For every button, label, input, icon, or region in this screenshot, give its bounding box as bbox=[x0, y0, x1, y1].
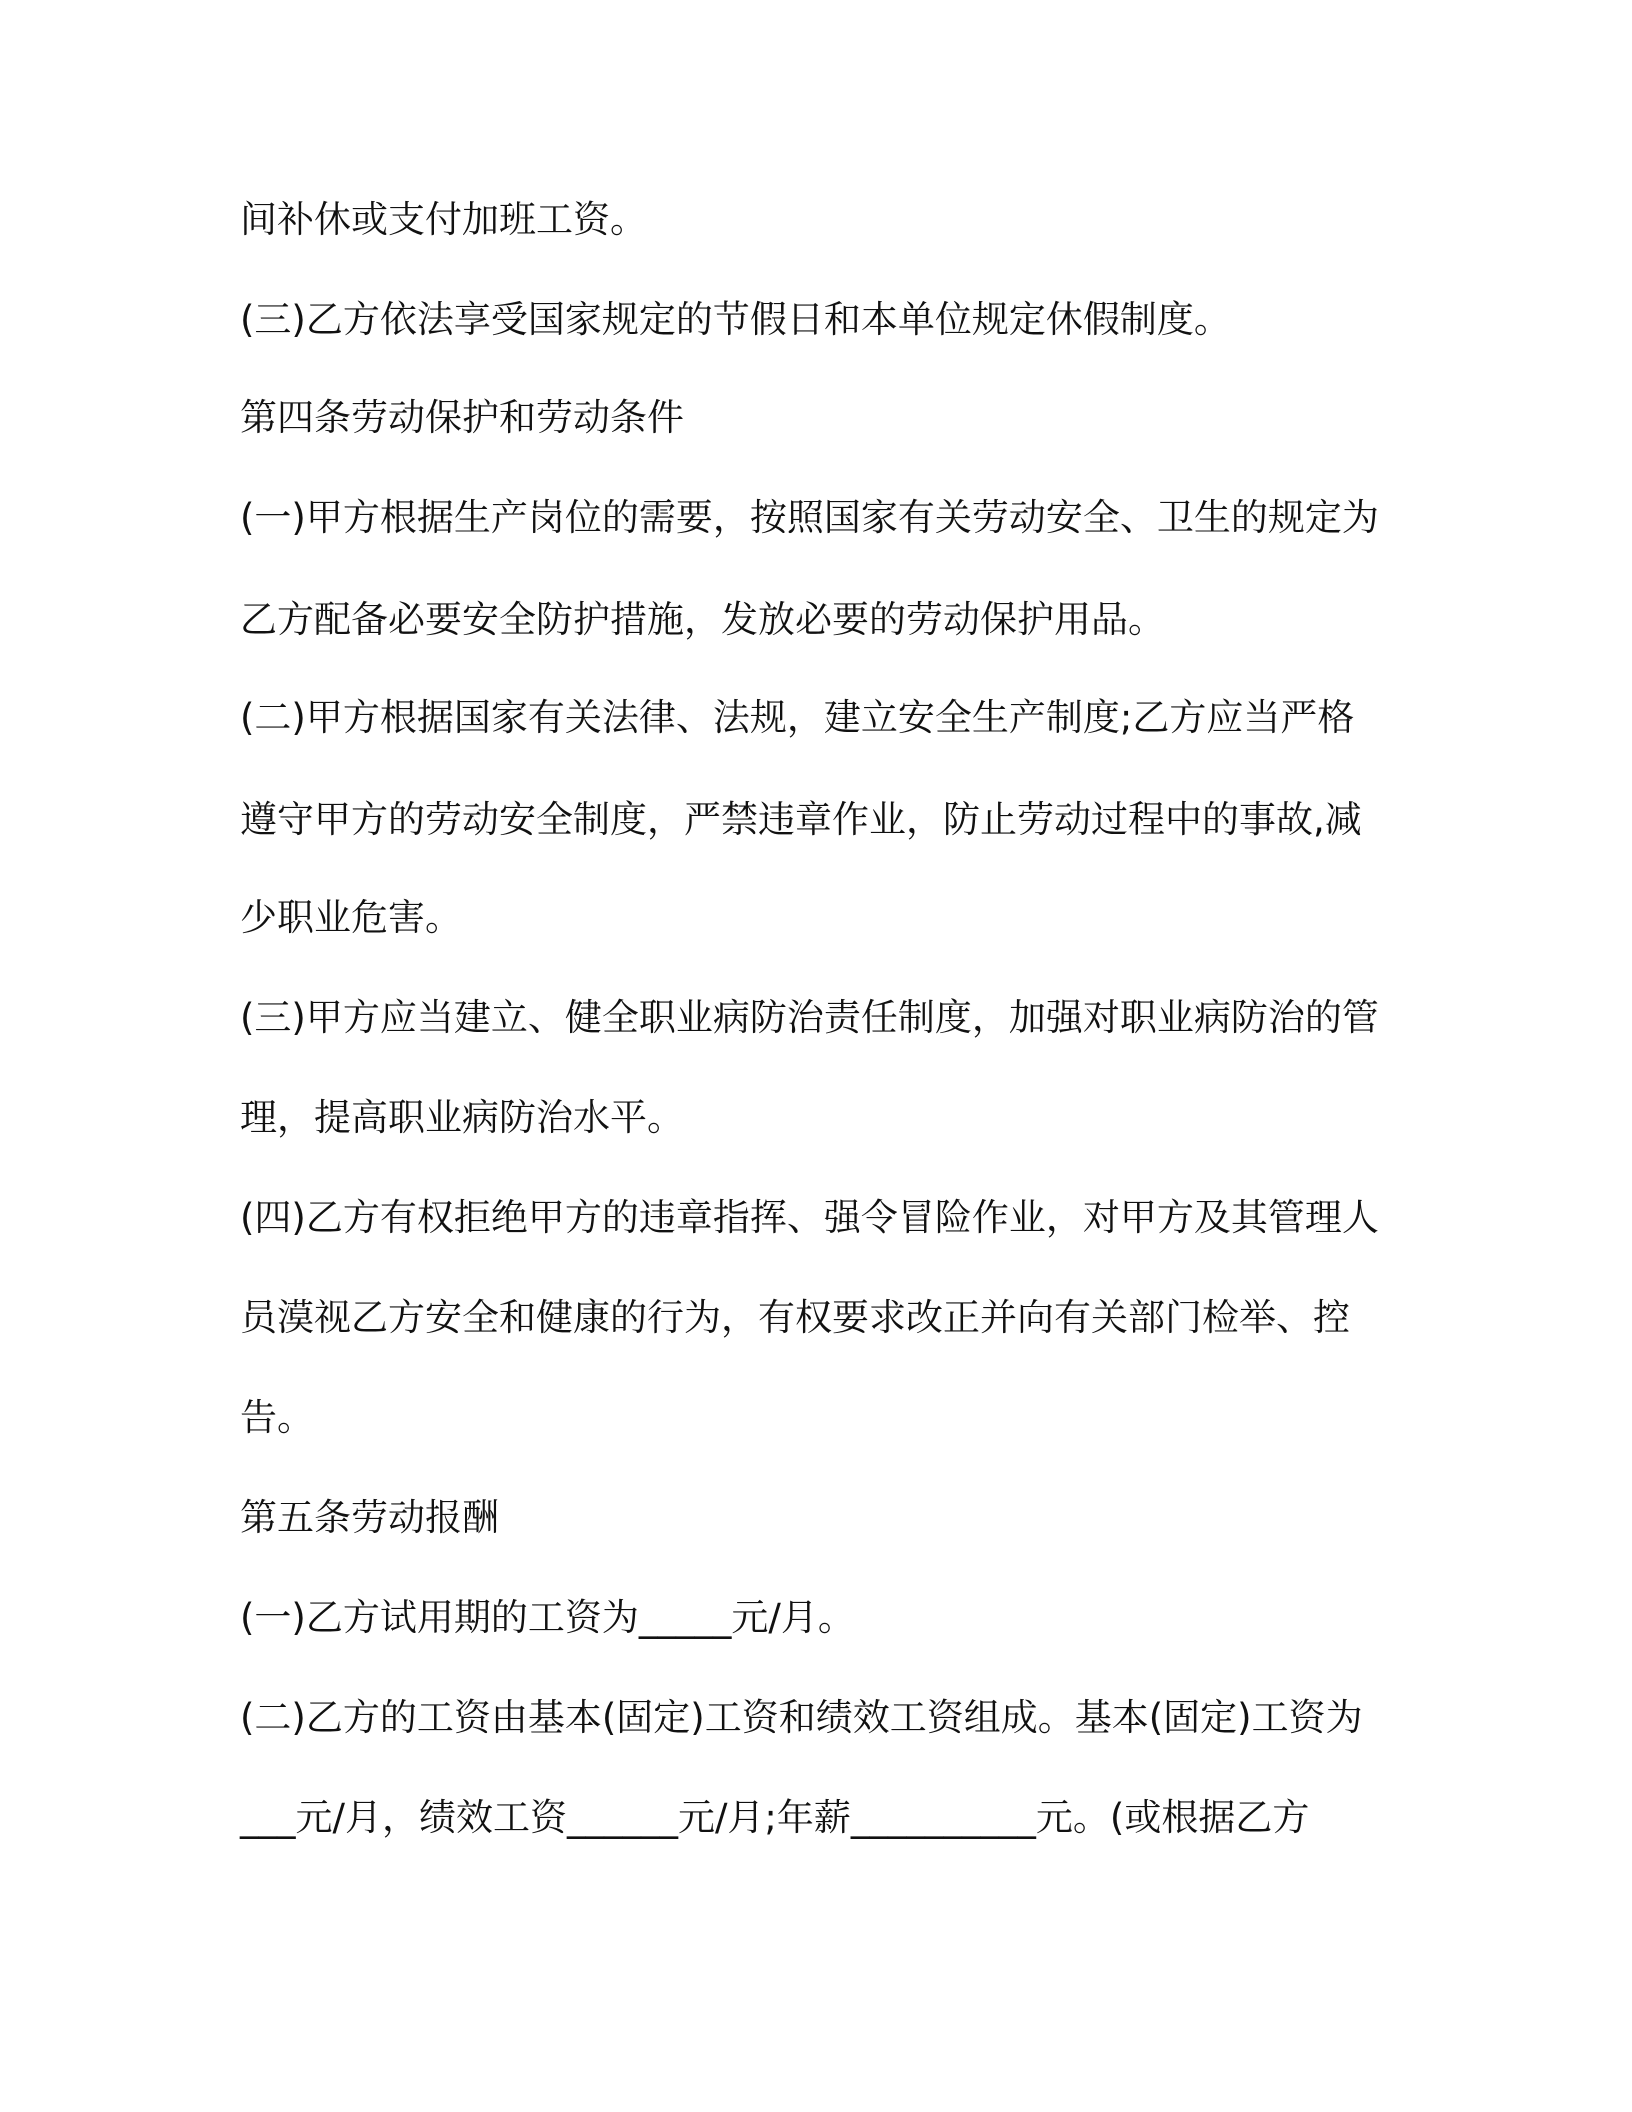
text-line: 间补休或支付加班工资。 bbox=[240, 198, 647, 241]
text-line: ___元/月，绩效工资______元/月;年薪__________元。(或根据乙方 bbox=[240, 1796, 1310, 1839]
text-line: (三)甲方应当建立、健全职业病防治责任制度，加强对职业病防治的管 bbox=[240, 996, 1379, 1039]
text-line: (二)甲方根据国家有关法律、法规，建立安全生产制度;乙方应当严格 bbox=[240, 696, 1355, 739]
text-line: 乙方配备必要安全防护措施，发放必要的劳动保护用品。 bbox=[240, 598, 1165, 641]
text-line: (一)乙方试用期的工资为_____元/月。 bbox=[240, 1596, 855, 1639]
section-heading: 第五条劳动报酬 bbox=[240, 1496, 499, 1539]
text-line: 遵守甲方的劳动安全制度，严禁违章作业，防止劳动过程中的事故,减 bbox=[240, 798, 1362, 841]
section-heading: 第四条劳动保护和劳动条件 bbox=[240, 396, 684, 439]
text-line: (四)乙方有权拒绝甲方的违章指挥、强令冒险作业，对甲方及其管理人 bbox=[240, 1196, 1379, 1239]
text-line: 告。 bbox=[240, 1396, 314, 1439]
text-line: (三)乙方依法享受国家规定的节假日和本单位规定休假制度。 bbox=[240, 298, 1231, 341]
text-line: 少职业危害。 bbox=[240, 896, 462, 939]
text-line: 理，提高职业病防治水平。 bbox=[240, 1096, 684, 1139]
text-line: (二)乙方的工资由基本(固定)工资和绩效工资组成。基本(固定)工资为 bbox=[240, 1696, 1363, 1739]
text-line: (一)甲方根据生产岗位的需要，按照国家有关劳动安全、卫生的规定为 bbox=[240, 496, 1379, 539]
text-line: 员漠视乙方安全和健康的行为，有权要求改正并向有关部门检举、控 bbox=[240, 1296, 1350, 1339]
